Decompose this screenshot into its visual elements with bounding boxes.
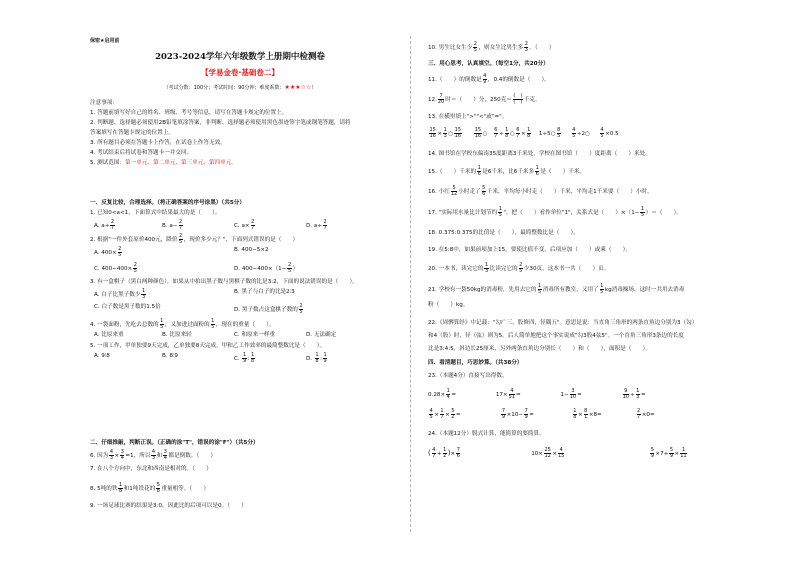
question-3: 3. 有一盒棋子（黑白两种颜色），如果从中拍出黑子数与黑棋子数的比是3:2，下面的说法错误的是（ ）。 (90, 279, 358, 285)
left-column (84, 0, 396, 562)
question-4: 4. 一袋面粉，先吃去总数的 $\frac{1}{5}$ ，又加进过面粉的 $\frac{1}{5}$ ，现在的重量（ ）。 (90, 318, 275, 330)
note-item: 4. 考试结束后将试卷和答题卡一并交回。 (90, 150, 193, 156)
question-24: 24.（本题12分）脱式计算，能简算的要简算。 (428, 431, 545, 437)
question-7: 7. 在八个方向中，东北和西南是相对的。（ ） (90, 466, 212, 472)
question-3-options-row1: A. 白子比黑子数少 $\frac{1}{3}$ B. 黑子与白子的比是2∶3 (94, 288, 295, 300)
right-column (424, 0, 736, 562)
question-21: 21. 学校有一袋50kg的消毒粉，先用去它的 $\frac{1}{5}$ 消毒所有教室，又用了 $\frac{1}{5}$ kg消毒操场，这时一共用去消毒 (428, 283, 685, 295)
question-11: 11.（ ）的倒数是 $\frac{4}{9}$ ，0.4的倒数是（ ）。 (428, 73, 550, 85)
secret-label: 保密★启用前 (90, 38, 120, 44)
question-12: 12. $\frac{7}{20}$ 时＝（ ）分，250克＝ $\frac{( )}{( )}$ 千克。 (428, 93, 541, 105)
exam-title: 2023-2024学年六年级数学上册期中检测卷 (155, 52, 325, 62)
exam-subtitle: 【学易金卷·基础卷二】 (201, 68, 279, 77)
question-3-options-row2: C. 白子数是黑子数的1.5倍 D. 黑子数占这盒棋子数的 $\frac{2}{5}$ (94, 303, 303, 315)
question-8: 8. 5吨的铁 $\frac{1}{8}$ 和1吨铁花的 $\frac{5}{8}$ 重量相等。（ ） (90, 482, 209, 494)
section-1 (90, 200, 396, 368)
question-20: 20. 一本书，读完它的 $\frac{1}{3}$ 比读完它的 $\frac{2}{5}$ 少30页，这本书一共（ ）页。 (428, 262, 610, 274)
difficulty-stars: ★★★☆☆ (284, 84, 312, 91)
question-6: 6. 因为 $\frac{4}{3}$ × $\frac{3}{4}$ =1，所以 $\frac{4}{3}$ 和 $\frac{3}{4}$ 都是倒数。（ ） (90, 449, 216, 461)
question-18: 18. 0.375:0.375的比值是（ ），最简整数比是（ ）。 (428, 230, 579, 236)
section-2-heading: 二、仔细推敲，判断正误。（正确的涂"T"，错误的涂"F"）（共5分） (90, 440, 259, 446)
question-4-options: A. 比原来重 B. 比原来轻 C. 和原来一样重 D. 无法确定 (94, 332, 337, 338)
question-17: 17. "实际用水量比计划节约 $\frac{1}{5}$ "，把（ ）看作单位"1"，关系式是（ ）×（1− $\frac{1}{5}$ ）＝（ ）。 (428, 206, 683, 218)
mental-math-row1: 0.28× $\frac{1}{4}$ = 17× $\frac{4}{51}$ = 1− $\frac{3}{10}$ = $\frac{9}{10}$ ÷ $\frac{1}{3}$ = (428, 388, 646, 400)
section-4-heading: 四、看清题目，巧思妙算。（共38分） (428, 360, 523, 366)
question-16: 16. 小红 $\frac{5}{12}$ 小时走了 $\frac{5}{6}$ 千米，平均每小时走（ ）千米，平均走1千米要（ ）小时。 (428, 185, 653, 197)
mental-math-row2: $\frac{4}{5}$ × $\frac{1}{7}$ × $\frac{5}{2}$ = $\frac{7}{9}$ ×10− $\frac{7}{9}$ = $\frac{1}{8}$ × $\frac{8}{1}$ ×8= $\frac{2}{7}$ ×0= (429, 408, 655, 420)
question-13-compare: $\frac{15}{16}$ × $\frac{1}{3}$ ○ $\frac{15}{16}$ $\frac{15}{16}$ ○ $\frac{6}{7}$ ÷ $\frac{1}{8}$ ○ $\frac{6}{7}$ × $\frac{1}{8}$ 1÷5○ $\frac{8}{5}$ $\frac{4}{5}$ ÷2○ $\frac{4}{5}$ ×0.5 (429, 127, 619, 139)
note-scope: 5. 测试范围：第一单元、第二单元、第三单元、第四单元。 (90, 160, 237, 166)
note-item: 2. 判断题、选择题必须使用2B铅笔填涂答案，非判断、选择题必须使用黑色墨迹签字笔或钢笔答题，请将 (90, 120, 351, 126)
question-22-line1: 22.《周髀算经》中记载："勾广三，股修四，径隅五"。意思是说：当直角三角形的两条直角边分别为3（勾） (428, 320, 698, 326)
notes-heading: 注意事项： (90, 100, 118, 106)
question-14: 14. 图书馆在学校东偏南35度距离3千米处，学校在图书馆（ ）度距离（ ）米处。 (428, 151, 651, 157)
note-item: 1. 答题前填写好自己的姓名、班级、考号等信息，请写在答题卡规定的位置上。 (90, 110, 288, 116)
question-9: 9. 一场足球比赛的结果是3:0，因此比的后项可以是0。（ ） (90, 503, 247, 509)
question-1-options: A. a+ $\frac{2}{7}$ B. a− $\frac{2}{7}$ C. a× $\frac{2}{7}$ D. a÷ $\frac{2}{7}$ (94, 219, 327, 231)
question-22-line2: 和4（股）时，径（弦）则为5。后人简单地把这个事实说成"勾3股4弦5"。一个直角三角形3条边的长度 (428, 333, 684, 339)
question-19: 19. 在5:8中，如果前项加上15，要使比值不变，后项应加（ ）或乘（ ）。 (428, 247, 631, 253)
question-5: 5. 一项工作，甲单独要9天完成，乙单独要8天完成，甲和乙工作效率的最简整数比是（ ）。 (90, 343, 326, 349)
section-2 (90, 440, 396, 513)
question-22-line3: 比是3:4:5，斜边长25厘米，另外两条直角边分别长（ ）和（ ），面积是（ ）。 (428, 346, 651, 352)
exam-info: （考试分数：100分；考试时间：90分钟；难度系数：★★★☆☆） (163, 84, 317, 91)
question-10: 10. 男生比女生少 $\frac{2}{5}$ ，则女生比男生多 $\frac{2}{3}$ 。（ ） (428, 41, 555, 53)
note-item: 答案填写在答题卡规定的位置上。 (90, 130, 174, 136)
question-2: 2. 根据"一件外套原价400元，降价 $\frac{2}{5}$ ，现价多少元？"，下面列式错误的是（ ） (90, 233, 299, 245)
question-21-line2: 粉（ ）kg。 (428, 302, 469, 308)
section-1-heading: 一、反复比较，合理选择。（将正确答案的序号涂黑）（共5分） (90, 200, 245, 206)
section-3-heading: 三、用心思考，认真填空。（每空1分，共20分） (428, 61, 549, 67)
question-23: 23.（本题4分）直接写出得数。 (428, 373, 508, 379)
question-1: 1. 已知0<a<1，下面算式中结果最大的是（ ）。 (90, 210, 221, 216)
notes (90, 100, 396, 170)
question-5-options: A. 9∶8 B. 8∶9 C. $\frac{1}{9}$ : $\frac{1}{8}$ D. $\frac{1}{8}$ : $\frac{1}{9}$ (94, 352, 327, 364)
note-item: 3. 所有题目必须在答题卡上作答，在试卷上作答无效。 (90, 140, 226, 146)
question-2-options-row1: A. 400× $\frac{2}{5}$ B. 400−5×2 (94, 246, 269, 258)
calc-row: ( $\frac{4}{7}$ + $\frac{1}{2}$ )× $\frac{7}{6}$ 10× $\frac{25}{12}$ × $\frac{4}{15}$ $\frac{5}{9}$ ×7+ $\frac{5}{9}$ × $\frac{1}{11}$ (428, 447, 687, 459)
question-13: 13. 在横里填上">""<"或"="。 (428, 114, 508, 120)
column-divider (410, 36, 411, 532)
question-2-options-row2: C. 400−400× $\frac{2}{5}$ D. 400−400×（1− $\frac{2}{5}$ ） (94, 262, 299, 274)
question-15: 15.（ ）千米的 $\frac{1}{6}$ 是6千米，比6千米多 $\frac{1}{6}$ 是（ ）千米。 (428, 165, 586, 177)
